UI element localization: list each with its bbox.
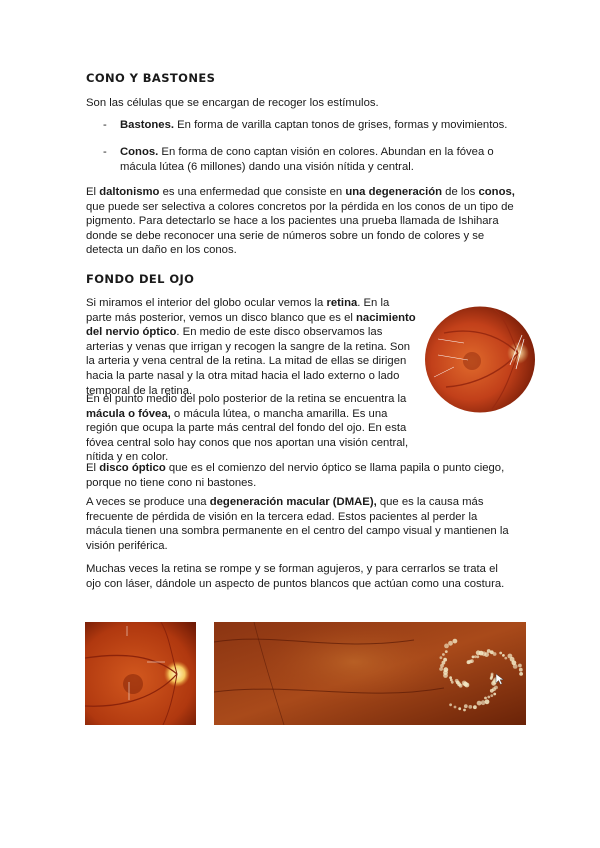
laser-scar-dot bbox=[493, 693, 496, 696]
laser-scar-dot bbox=[476, 655, 479, 658]
laser-scar-dot bbox=[468, 705, 472, 709]
dmae-paragraph: A veces se produce una degeneración macular (DMAE), que es la causa más frecuente de pérdida de visión en la tercera edad. Estos pacientes al perder la mácula tienen una sombra permanente en el centro del campo visual y mantienen la visión periférica. bbox=[86, 496, 509, 552]
laser-scar-dot bbox=[455, 679, 459, 683]
section-heading-conos-bastones: CONO Y BASTONES bbox=[86, 71, 216, 85]
fundus-labeled-image bbox=[85, 622, 196, 725]
intro-paragraph: Son las células que se encargan de recoger los estímulos. bbox=[86, 97, 379, 109]
list-bullet: - bbox=[103, 146, 107, 158]
laser-scar-dot bbox=[453, 639, 458, 644]
laser-scar-dot bbox=[462, 681, 467, 686]
retina-paragraph: Si miramos el interior del globo ocular vemos la retina. En la parte más posterior, vemos un disco blanco que es el nacimiento del nervio óptico. En medio de este disco observamos las arterias y venas que irrigan y recogen la sangre de la retina. Son la arteria y vena central de la retina. La mitad de ellas se dirigen hacia la parte nasal y la otra mitad hacia el lado externo o lado temporal de la retina. bbox=[86, 297, 416, 397]
laser-treated-retina-image bbox=[214, 622, 526, 725]
laser-scar-dot bbox=[444, 644, 449, 649]
laser-scar-dot bbox=[448, 641, 453, 646]
macula-paragraph: En el punto medio del polo posterior de la retina se encuentra la mácula o fóvea, o mácula lútea, o mancha amarilla. Es una región que ocupa la parte más central del fondo del ojo. En esta fóvea central solo hay conos que nos aportan una visión central, nítida y en color. bbox=[86, 393, 409, 464]
laser-scar-dot bbox=[449, 676, 452, 679]
laser-scar-dot bbox=[490, 689, 494, 693]
laser-scar-dot bbox=[484, 697, 487, 700]
laser-scar-dot bbox=[440, 656, 443, 659]
laser-scar-dot bbox=[470, 659, 474, 663]
laser-scar-dot bbox=[443, 667, 448, 672]
laser-scar-dot bbox=[474, 655, 477, 658]
laser-scar-dot bbox=[449, 703, 452, 706]
laser-scar-dot bbox=[445, 650, 448, 653]
laser-scar-dot bbox=[463, 709, 466, 712]
laser-scar-dot bbox=[490, 694, 493, 697]
laser-scar-dot bbox=[484, 652, 489, 657]
laser-scar-dot bbox=[472, 656, 475, 659]
laser-scar-dot bbox=[442, 653, 445, 656]
laser-scar-dot bbox=[439, 667, 443, 671]
term-bastones: Bastones. bbox=[120, 119, 174, 131]
laser-scar-dot bbox=[454, 706, 457, 709]
laser-scar-dot bbox=[443, 658, 447, 662]
laser-scar-dot bbox=[490, 677, 493, 680]
laser-scar-dot bbox=[477, 701, 482, 706]
laser-scar-dot bbox=[491, 681, 496, 686]
laser-scar-dot bbox=[513, 664, 518, 669]
laser-scar-dot bbox=[519, 668, 523, 672]
laser-scar-dot bbox=[519, 672, 523, 676]
laser-scar-dot bbox=[464, 704, 468, 708]
laser-scar-dot bbox=[504, 657, 507, 660]
laser-scar-dot bbox=[493, 652, 497, 656]
laser-scar-dot bbox=[458, 707, 461, 710]
term-conos: Conos. bbox=[120, 146, 159, 158]
disco-optico-paragraph: El disco óptico que es el comienzo del nervio óptico se llama papila o punto ciego, porque no tiene cono ni bastones. bbox=[86, 462, 505, 489]
retina-fundus-image bbox=[424, 305, 536, 414]
daltonismo-paragraph: El daltonismo es una enfermedad que consiste en una degeneración de los conos, que puede ser selectiva a colores concretos por la pérdida en los conos de un tipo de pigmento. Para detectarlo se hace a los pacientes una prueba llamada de Ishihara donde se debe reconocer una serie de números sobre un fondo de colores y se detecta un daño en los conos. bbox=[86, 186, 515, 257]
laser-scar-dot bbox=[487, 696, 490, 699]
laser-scar-dot bbox=[518, 664, 522, 668]
document-page: CONO Y BASTONES Son las células que se encargan de recoger los estímulos. - Bastones. En forma de varilla captan tonos de grises, formas y movimientos. - Conos. En forma de cono captan visión en colores. Abundan en la fóvea o mácula lútea (6 millones) dando una visión nítida y central. El daltonismo es una enfermedad que consiste en una degeneración de los conos, que puede ser selectiva a colores concretos por la pérdida en los conos de un tipo de pigmento. Para detectarlo se hace a los pacientes una prueba llamada de Ishihara donde se debe reconocer una serie de números sobre un fondo de colores y se detecta un daño en los conos. FONDO DEL OJO Si miramos el interior del globo ocular vemos la retina. En la parte más posterior, vemos un disco blanco que es el nacimiento del nervio óptico. En medio de este disco observamos las arterias y venas que irrigan y recogen la sangre de la retina. Son la arteria y vena central de la retina. La mitad de ellas se dirigen hacia la parte nasal y la otra mitad hacia el lado externo o lado temporal de la retina. En el punto medio del polo posterior de la retina se encuentra la mácula o fóvea, o mácula lútea, o mancha amarilla. Es una región que ocupa la parte más central del fondo del ojo. En esta fóvea central solo hay conos que nos aportan una visión central, nítida y en color. El disco óptico que es el comienzo del nervio óptico se llama papila o punto ciego, porque no tiene cono ni bastones. A veces se produce una degeneración macular (DMAE), que es la causa más frecuente de pérdida de visión en la tercera edad. Estos pacientes al perder la mácula tienen una sombra permanente en el centro del campo visual y mantienen la visión periférica. Muchas veces la retina se rompe y se forman agujeros, y para cerrarlos se trata el ojo con láser, dándole un aspecto de puntos blancos que actúan como una costura. bbox=[0, 0, 600, 848]
section-heading-fondo-ojo: FONDO DEL OJO bbox=[86, 272, 195, 286]
laser-scar-dot bbox=[499, 652, 502, 655]
list-bullet: - bbox=[103, 119, 107, 131]
laser-scar-dot bbox=[473, 705, 477, 709]
laser-scar-dot bbox=[502, 654, 505, 657]
laser-paragraph: Muchas veces la retina se rompe y se forman agujeros, y para cerrarlos se trata el ojo con láser, dándole un aspecto de puntos blancos que actúan como una costura. bbox=[86, 563, 505, 590]
